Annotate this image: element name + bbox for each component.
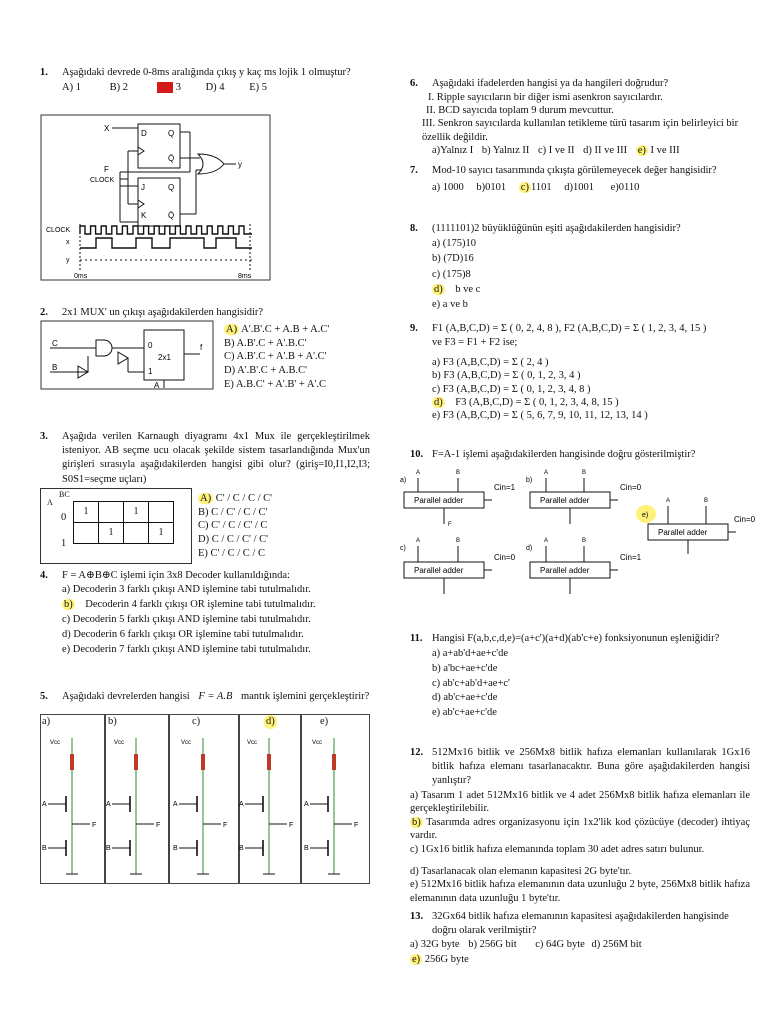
- question-text: Aşağıdaki ifadelerden hangisi ya da hangileri doğrudur?: [432, 78, 669, 89]
- statement-1: I. Ripple sayıcıların bir diğer ismi asenkron sayıcılardır.: [428, 92, 663, 104]
- q3-options: [198, 492, 272, 560]
- kmap-cell: [74, 523, 99, 544]
- option-a[interactable]: A) A'.B'.C + A.B + A.C': [226, 324, 330, 335]
- option-c[interactable]: c) Decoderin 5 farklı çıkışı AND işlemine tabi tutulmalıdır.: [62, 613, 311, 625]
- svg-text:CLOCK: CLOCK: [90, 177, 115, 184]
- highlight-mark: b): [64, 599, 73, 611]
- svg-text:8ms: 8ms: [238, 273, 252, 280]
- svg-text:Cin=1: Cin=1: [620, 553, 642, 562]
- question-options: [62, 81, 370, 95]
- q2-mux-circuit: [40, 320, 216, 392]
- question-text-after: mantık işlemini gerçekleştirir?: [240, 691, 370, 702]
- option-a[interactable]: a) (175)10: [432, 238, 477, 250]
- svg-text:B: B: [582, 470, 587, 476]
- option-e[interactable]: E) C' / C / C / C: [198, 547, 265, 559]
- svg-text:Q: Q: [168, 183, 175, 192]
- question-number: 4.: [40, 570, 48, 581]
- input-b-label: B: [42, 845, 47, 852]
- question-text: F = A⊕B⊕C işlemi için 3x8 Decoder kullanıldığında:: [62, 570, 290, 581]
- svg-text:d): d): [526, 545, 533, 552]
- statements: [422, 91, 740, 144]
- option-a[interactable]: a) Decoderin 3 farklı çıkışı AND işlemine tabi tutulmalıdır.: [62, 584, 311, 596]
- option-c[interactable]: c) F3 (A,B,C,D) = Σ ( 0, 1, 2, 3, 4, 8 ): [432, 383, 591, 395]
- option-e[interactable]: e)0110: [610, 182, 640, 194]
- input-a-label: A: [42, 801, 47, 808]
- svg-text:1: 1: [148, 367, 153, 376]
- highlight-mark: C): [157, 82, 174, 93]
- question-2: [40, 306, 370, 320]
- svg-text:A: A: [666, 498, 671, 504]
- col-label-a: a): [42, 716, 51, 727]
- question-3: [40, 430, 370, 487]
- d-label: D: [141, 129, 147, 138]
- question-number: 7.: [410, 165, 418, 176]
- question-options: [432, 144, 740, 158]
- option-e[interactable]: e) F3 (A,B,C,D) = Σ ( 5, 6, 7, 9, 10, 11, 12, 13, 14 ): [432, 409, 648, 421]
- svg-text:Q̄: Q̄: [168, 211, 175, 220]
- output-f-label: F: [92, 822, 97, 829]
- svg-text:Parallel adder: Parallel adder: [540, 496, 590, 505]
- statement-3: III. Senkron sayıcılarda kullanılan tetikleme türü tasarım için belirleyici bir özellik değildir.: [422, 118, 739, 143]
- question-number: 9.: [410, 323, 418, 334]
- option-d[interactable]: d) F3 (A,B,C,D) = Σ ( 0, 1, 2, 3, 4, 8, 15 ): [434, 396, 619, 408]
- option-d[interactable]: D) A'.B'.C + A.B.C': [224, 364, 308, 376]
- highlight-mark: b): [412, 816, 421, 828]
- option-b[interactable]: b)0101: [476, 182, 507, 194]
- question-number: 8.: [410, 223, 418, 234]
- option-c[interactable]: c) 64G byte: [535, 939, 585, 951]
- option-b[interactable]: b) F3 (A,B,C,D) = Σ ( 0, 1, 2, 3, 4 ): [432, 370, 581, 382]
- question-text-before: Aşağıdaki devrelerden hangisi: [62, 691, 190, 702]
- question-text-2: ve F3 = F1 + F2 ise;: [432, 337, 518, 349]
- kmap-cell: 1: [124, 502, 149, 523]
- option-d[interactable]: D) 4: [205, 82, 225, 94]
- highlight-mark: d): [434, 396, 443, 408]
- option-a[interactable]: a) a+ab'd+ae+c'de: [432, 648, 509, 660]
- output-f-label: F: [223, 822, 228, 829]
- svg-text:F: F: [104, 165, 109, 174]
- question-text: Aşağıdaki devrede 0-8ms aralığında çıkış y kaç ms lojik 1 olmuştur?: [62, 67, 351, 78]
- question-options: [410, 789, 750, 906]
- question-number: 1.: [40, 67, 48, 78]
- option-b[interactable]: B) 2: [109, 82, 128, 94]
- input-b-label: B: [173, 845, 178, 852]
- svg-text:J: J: [141, 183, 145, 192]
- question-12: [410, 746, 750, 906]
- option-b[interactable]: b) a'bc+ae+c'de: [432, 662, 498, 674]
- output-f-label: F: [289, 822, 294, 829]
- svg-text:x: x: [66, 239, 70, 246]
- highlight-mark: c): [520, 182, 529, 194]
- option-e[interactable]: e) 512Mx16 bitlik hafıza elemanının data uzunluğu 2 byte, 256Mx8 bitlik hafıza elemanının data uzunluğu 1 byte'tır.: [410, 879, 750, 904]
- option-c[interactable]: C) A.B'.C + A'.B + A'.C': [224, 351, 327, 363]
- svg-text:a): a): [400, 477, 407, 484]
- kmap-cell: 1: [99, 523, 124, 544]
- question-options: [432, 236, 740, 312]
- option-e[interactable]: E) A.B.C' + A'.B' + A'.C: [224, 378, 326, 390]
- option-c[interactable]: c) I ve II: [538, 144, 575, 156]
- question-options: [62, 583, 370, 658]
- vcc-label: Vcc: [312, 740, 323, 746]
- input-a-label: A: [173, 801, 178, 808]
- option-b[interactable]: b) (7D)16: [432, 253, 474, 265]
- input-a-label: A: [239, 801, 244, 808]
- svg-text:B: B: [52, 363, 58, 372]
- question-13: [410, 910, 750, 967]
- svg-text:c): c): [400, 545, 406, 552]
- question-text: (1111101)2 büyüklüğünün eşiti aşağıdakilerden hangisidir?: [432, 223, 681, 234]
- question-number: 13.: [410, 911, 424, 922]
- kmap-cell: [124, 523, 149, 544]
- svg-text:B: B: [456, 470, 461, 476]
- svg-text:e): e): [642, 512, 649, 519]
- option-b[interactable]: b) Decoderin 4 farklı çıkışı OR işlemine tabi tutulmalıdır.: [64, 599, 316, 611]
- svg-text:CLOCK: CLOCK: [46, 227, 71, 234]
- option-d[interactable]: d) II ve III: [583, 144, 628, 156]
- option-c[interactable]: c) (175)8: [432, 268, 471, 280]
- option-a[interactable]: a)Yalnız I: [432, 144, 474, 156]
- input-a-label: A: [106, 801, 111, 808]
- svg-text:C: C: [52, 339, 58, 348]
- output-f-label: F: [156, 822, 161, 829]
- question-number: 2.: [40, 307, 48, 318]
- question-1: [40, 66, 370, 95]
- q1-circuit-diagram: [40, 114, 272, 282]
- option-d[interactable]: D) C / C / C' / C': [198, 533, 269, 545]
- input-a-label: A: [304, 801, 309, 808]
- question-text-1: F1 (A,B,C,D) = Σ ( 0, 2, 4, 8 ), F2 (A,B,C,D) = Σ ( 1, 2, 3, 4, 15 ): [432, 323, 707, 334]
- svg-text:K: K: [141, 211, 147, 220]
- question-number: 12.: [410, 747, 424, 758]
- kmap-cell: [149, 502, 174, 523]
- question-6: [410, 77, 740, 158]
- option-e[interactable]: e) 256G byte: [412, 953, 469, 965]
- option-a[interactable]: a) 1000: [432, 182, 464, 194]
- svg-text:A: A: [416, 538, 421, 544]
- svg-text:A: A: [544, 538, 549, 544]
- vcc-label: Vcc: [181, 740, 192, 746]
- question-number: 3.: [40, 431, 48, 442]
- option-e[interactable]: e) a ve b: [432, 299, 468, 311]
- option-b[interactable]: b) Yalnız II: [481, 144, 530, 156]
- option-d[interactable]: d) b ve c: [434, 283, 481, 295]
- option-a[interactable]: a) Tasarım 1 adet 512Mx16 bitlik ve 4 adet 256Mx8 bitlik hafıza elemanları ile gerçekleştirilebilir.: [410, 789, 750, 815]
- option-d[interactable]: d) Decoderin 6 farklı çıkışı OR işlemine tabi tutulmalıdır.: [62, 628, 304, 640]
- svg-text:F: F: [448, 522, 452, 528]
- vcc-label: Vcc: [114, 740, 125, 746]
- option-b[interactable]: B) A.B'.C + A'.B.C': [224, 337, 307, 349]
- question-text: F=A-1 işlemi aşağıdakilerden hangisinde doğru gösterilmiştir?: [432, 449, 696, 460]
- svg-text:y: y: [66, 257, 70, 264]
- svg-text:Q: Q: [168, 129, 175, 138]
- option-a[interactable]: A) C' / C / C / C': [200, 493, 273, 504]
- option-d[interactable]: d) Tasarlanacak olan elemanın kapasitesi 2G byte'tır.: [410, 865, 632, 877]
- q10-parallel-adder-diagrams: [398, 466, 762, 608]
- svg-text:Cin=0: Cin=0: [494, 553, 516, 562]
- question-text: Aşağıda verilen Karnaugh diyagramı 4x1 Mux ile gerçekleştirilmek isteniyor. AB seçme ucu olacak şekilde sistem tasarlandığında Mux'un girişleri sırasıyla aşağıdakilerden hangisi gibi olur? (giriş=I0,I1,I2,I3; S0S1=seçme uçları): [62, 431, 370, 485]
- option-b[interactable]: b) Tasarımda adres organizasyonu için 1x2'lik kod çözücüye (decoder) ihtiyaç vardır.: [410, 816, 750, 842]
- svg-text:A: A: [416, 470, 421, 476]
- kmap-grid: [73, 501, 174, 544]
- svg-text:Cin=0: Cin=0: [734, 515, 756, 524]
- option-d[interactable]: d) ab'c+ae+c'de: [432, 692, 498, 704]
- vcc-label: Vcc: [50, 740, 61, 746]
- question-9: [410, 322, 750, 422]
- vcc-label: Vcc: [247, 740, 258, 746]
- col-label-e: e): [320, 716, 329, 727]
- svg-text:0: 0: [148, 341, 153, 350]
- option-b[interactable]: B) C / C' / C / C': [198, 506, 268, 518]
- question-7: [410, 164, 740, 195]
- option-c[interactable]: C) C' / C / C' / C: [198, 520, 268, 532]
- svg-text:Cin=0: Cin=0: [620, 483, 642, 492]
- input-b-label: B: [239, 845, 244, 852]
- input-b-label: B: [304, 845, 309, 852]
- svg-text:b): b): [526, 477, 533, 484]
- question-text: Mod-10 sayıcı tasarımında çıkışta görülemeyecek değer hangisidir?: [432, 165, 717, 176]
- svg-text:Cin=1: Cin=1: [494, 483, 516, 492]
- highlight-mark: A): [200, 493, 212, 504]
- q5-circuit-table: [40, 714, 370, 884]
- highlight-mark: e): [637, 144, 646, 156]
- option-c[interactable]: c) 1Gx16 bitlik hafıza elemanında toplam 30 adet adres satırı bulunur.: [410, 844, 705, 856]
- highlight-mark: A): [226, 324, 238, 335]
- option-e[interactable]: E) 5: [249, 82, 267, 94]
- question-number: 5.: [40, 691, 48, 702]
- option-d[interactable]: d)1001: [564, 182, 594, 194]
- svg-text:A: A: [154, 381, 160, 390]
- option-a[interactable]: A) 1: [62, 82, 81, 94]
- kmap-cell: 1: [74, 502, 99, 523]
- svg-text:Q̄: Q̄: [168, 154, 175, 163]
- svg-text:X: X: [104, 124, 110, 133]
- highlight-mark: e): [412, 953, 421, 965]
- option-e[interactable]: e) ab'c+ae+c'de: [432, 706, 497, 718]
- option-a[interactable]: a) 32G byte: [410, 939, 460, 951]
- formula: F = A.B: [198, 691, 233, 702]
- option-c[interactable]: c) 1101: [520, 182, 552, 194]
- question-11: [410, 632, 750, 721]
- col-label-d[interactable]: d): [264, 715, 277, 729]
- svg-text:B: B: [704, 498, 709, 504]
- svg-text:Parallel adder: Parallel adder: [658, 528, 708, 537]
- option-e[interactable]: e) I ve III: [637, 144, 680, 156]
- svg-text:A: A: [544, 470, 549, 476]
- question-text: 32Gx64 bitlik hafıza elemanının kapasitesi aşağıdakilerden hangisinde doğru olarak verilmiştir?: [432, 911, 729, 937]
- option-c[interactable]: c) ab'c+ab'd+ae+c': [432, 677, 510, 689]
- kmap-cell: 1: [149, 523, 174, 544]
- question-options: [432, 647, 750, 720]
- output-f-label: F: [354, 822, 359, 829]
- svg-text:Parallel adder: Parallel adder: [414, 496, 464, 505]
- question-5: [40, 690, 370, 704]
- col-label-c: c): [192, 716, 201, 727]
- question-number: 6.: [410, 78, 418, 89]
- question-text: 2x1 MUX' un çıkışı aşağıdakilerden hangisidir?: [62, 307, 264, 318]
- question-options: [410, 938, 750, 952]
- option-b[interactable]: b) 256G bit: [468, 939, 517, 951]
- svg-text:B: B: [456, 538, 461, 544]
- question-number: 11.: [410, 633, 423, 644]
- highlight-mark: d): [434, 283, 443, 295]
- question-8: [410, 222, 740, 312]
- question-number: 10.: [410, 449, 424, 460]
- transistor-circuits: [40, 714, 370, 882]
- question-4: [40, 569, 370, 658]
- option-a[interactable]: a) F3 (A,B,C,D) = Σ ( 2, 4 ): [432, 357, 549, 369]
- svg-text:B: B: [582, 538, 587, 544]
- question-10: [410, 448, 750, 462]
- karnaugh-map: BC A 0 1 1 1 1 1: [40, 488, 192, 564]
- kmap-cell: [99, 502, 124, 523]
- question-text: Hangisi F(a,b,c,d,e)=(a+c')(a+d)(ab'c+e) fonksiyonunun eşleniğidir?: [432, 633, 720, 644]
- input-b-label: B: [106, 845, 111, 852]
- svg-text:Parallel adder: Parallel adder: [540, 566, 590, 575]
- svg-text:f: f: [200, 343, 203, 352]
- col-label-b: b): [108, 716, 117, 727]
- question-options: [432, 356, 750, 422]
- option-d[interactable]: d) 256M bit: [591, 939, 642, 951]
- statement-2: II. BCD sayıcıda toplam 9 durum mevcuttur.: [426, 105, 614, 117]
- question-text: 512Mx16 bitlik ve 256Mx8 bitlik hafıza elemanları kullanılarak 1Gx16 bitlik hafıza elemanı tasarlanacaktır. Buna göre aşağıdakilerden hangisi yanlıştır?: [432, 747, 750, 787]
- q2-options: [224, 323, 329, 391]
- svg-text:Parallel adder: Parallel adder: [414, 566, 464, 575]
- option-c[interactable]: C) 3: [157, 82, 181, 93]
- question-options: [432, 181, 740, 195]
- svg-text:0ms: 0ms: [74, 273, 88, 280]
- svg-text:2x1: 2x1: [158, 353, 171, 362]
- svg-text:y: y: [238, 160, 242, 169]
- option-e[interactable]: e) Decoderin 7 farklı çıkışı AND işlemine tabi tutulmalıdır.: [62, 643, 311, 655]
